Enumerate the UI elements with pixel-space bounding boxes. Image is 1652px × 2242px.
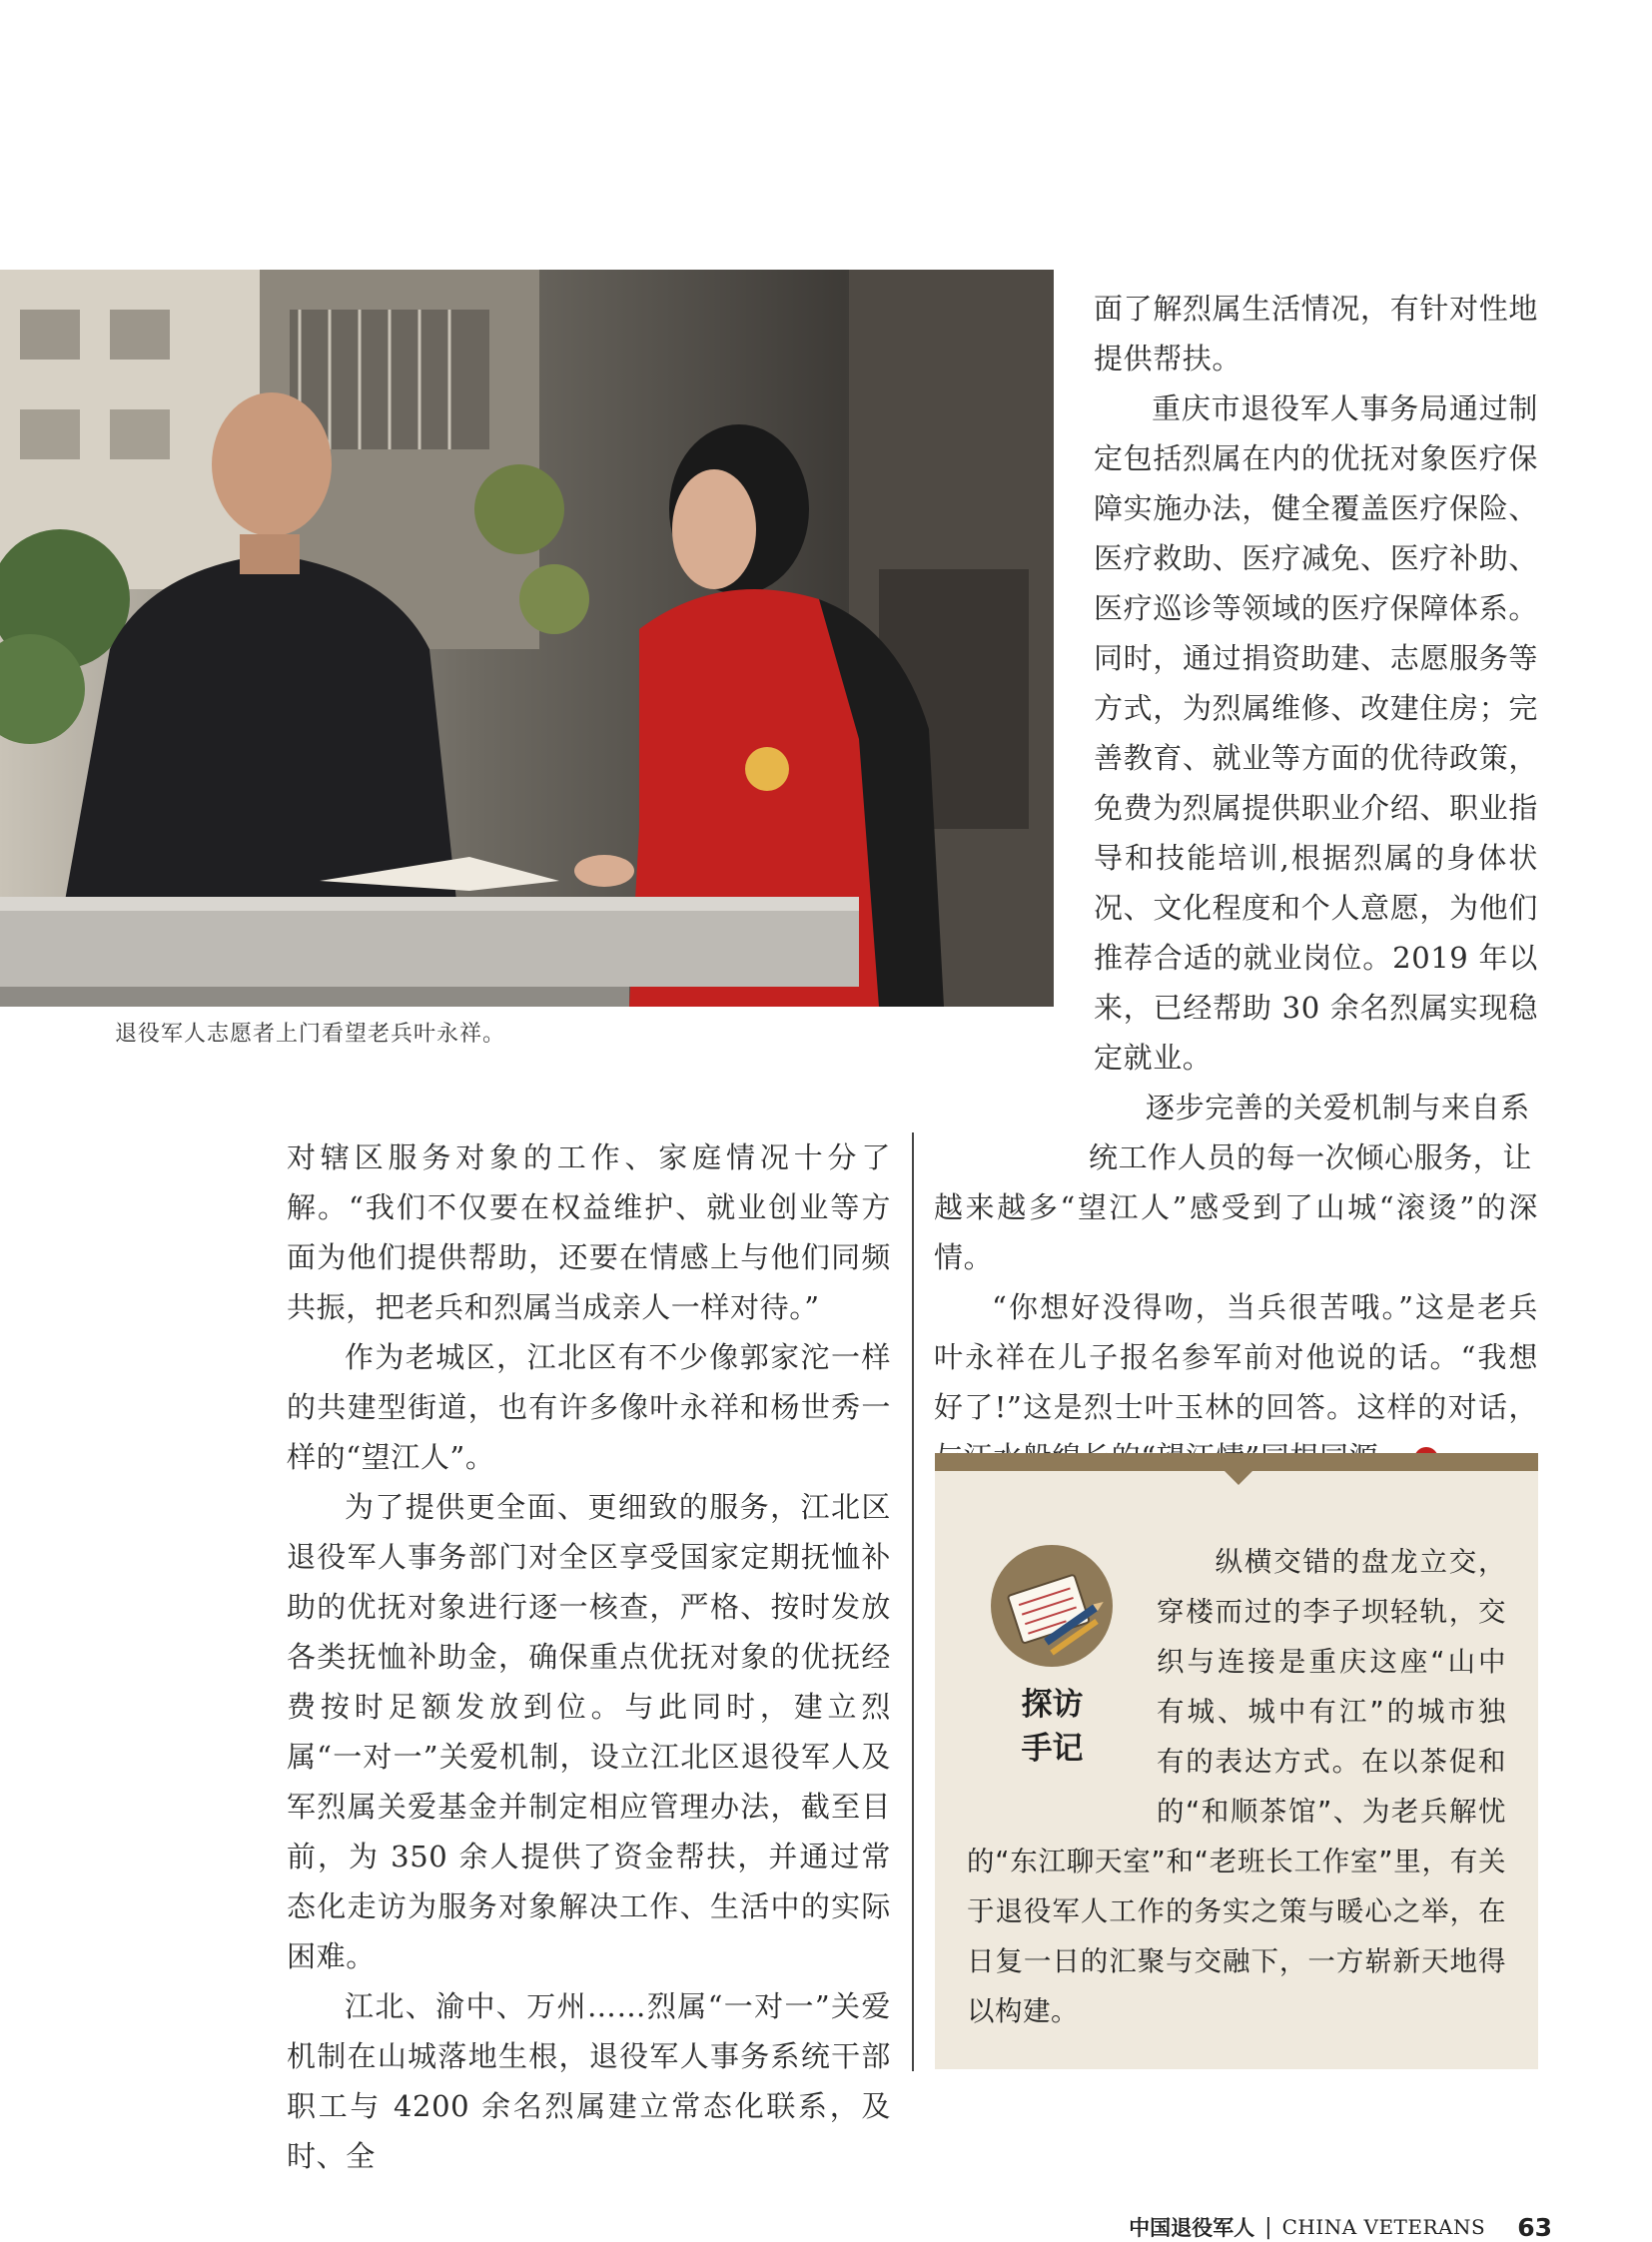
text-span: “你想好没得吻，当兵很苦哦。”这是老兵叶永祥在儿子报名参军前对他说的话。“我想好了!”这是烈士叶玉林的回答。这样的对话， [934, 1290, 1538, 1424]
note-label-line: 探访 [1021, 1687, 1084, 1723]
photo-illustration [0, 270, 1054, 1007]
note-text: 纵横交错的盘龙立交，穿楼而过的李子坝轻轨，交织与连接是重庆这座“山中有城、城中有江”的城市独有的表达方式。在以茶促和的“和顺茶馆”、为老兵解忧的“东江聊天室”和“老班长工作室”里，有关于退役军人工作的务实之策与暖心之举，在日复一日的汇聚与交融下，一方崭新天地得以构建。 [967, 1546, 1506, 2027]
note-notch [1225, 1471, 1252, 1485]
note-body [967, 1537, 1506, 2036]
paragraph: 对辖区服务对象的工作、家庭情况十分了解。“我们不仅要在权益维护、就业创业等方面为他们提供帮助，还要在情感上与他们同频共振，把老兵和烈属当成亲人一样对待。” [287, 1140, 891, 1324]
interview-notes-box [935, 1453, 1538, 2069]
footer-separator: | [1264, 2214, 1272, 2240]
text-span: 逐步完善的关爱机制与来自系 [1146, 1091, 1530, 1124]
text-line [934, 1132, 1538, 1182]
paragraph [934, 1282, 1538, 1482]
column-divider [912, 1132, 914, 2071]
paragraph: 作为老城区，江北区有不少像郭家沱一样的共建型街道，也有许多像叶永祥和杨世秀一样的“望江人”。 [287, 1340, 891, 1474]
text-span: 越来越多“望江人”感受到了山城“滚烫”的深情。 [934, 1190, 1538, 1274]
text-line [934, 1083, 1538, 1132]
left-column [287, 1132, 891, 2181]
paragraph: 为了提供更全面、更细致的服务，江北区退役军人事务部门对全区享受国家定期抚恤补助的优抚对象进行逐一核查，严格、按时发放各类抚恤补助金，确保重点优抚对象的优抚经费按时足额发放到位。与此同时，建立烈属“一对一”关爱机制，设立江北区退役军人及军烈属关爱基金并制定相应管理办法，截至目前，为 350 余人提供了资金帮扶，并通过常态化走访为服务对象解决工作、生活中的实际困难。 [287, 1490, 891, 1973]
article-photo [0, 270, 1054, 1007]
photo-caption: 退役军人志愿者上门看望老兵叶永祥。 [115, 1022, 506, 1047]
page-footer [1129, 2212, 1552, 2242]
note-label-line: 手记 [1021, 1731, 1084, 1767]
text-line [934, 1182, 1538, 1282]
right-column-lower [934, 1083, 1538, 1482]
paragraph: 面了解烈属生活情况，有针对性地提供帮扶。 [1094, 292, 1538, 375]
note-top-bar [935, 1453, 1538, 1471]
magazine-name-cn: 中国退役军人 [1129, 2216, 1255, 2240]
magazine-name-en: CHINA VETERANS [1281, 2215, 1486, 2239]
paragraph: 重庆市退役军人事务局通过制定包括烈属在内的优抚对象医疗保障实施办法，健全覆盖医疗保险、医疗救助、医疗减免、医疗补助、医疗巡诊等领域的医疗保障体系。同时，通过捐资助建、志愿服务等方式，为烈属维修、改建住房；完善教育、就业等方面的优待政策，免费为烈属提供职业介绍、职业指导和技能培训,根据烈属的身体状况、文化程度和个人意愿，为他们推荐合适的就业岗位。2019 年以来，已经帮助 30 余名烈属实现稳定就业。 [1094, 391, 1538, 1075]
text-span: 统工作人员的每一次倾心服务，让 [1089, 1140, 1533, 1174]
paragraph: 江北、渝中、万州……烈属“一对一”关爱机制在山城落地生根，退役军人事务系统干部职工与 4200 余名烈属建立常态化联系，及时、全 [287, 1989, 891, 2173]
page-number: 63 [1517, 2212, 1552, 2242]
right-column-top [1094, 284, 1538, 1083]
